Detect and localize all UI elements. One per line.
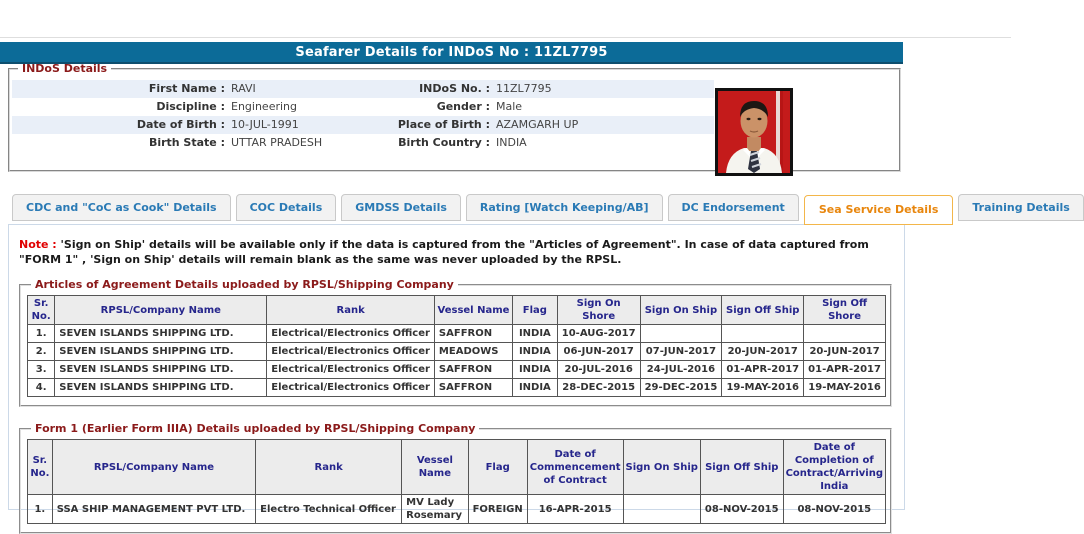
column-header: Flag: [468, 440, 527, 495]
page-title: Seafarer Details for INDoS No : 11ZL7795: [0, 42, 903, 64]
table-cell: 06-JUN-2017: [557, 343, 640, 361]
tab-gmdss-details[interactable]: GMDSS Details: [341, 194, 461, 221]
table-cell: INDIA: [513, 361, 558, 379]
table-cell: SAFFRON: [434, 325, 512, 343]
table-cell: 08-NOV-2015: [700, 495, 783, 524]
table-cell: SAFFRON: [434, 379, 512, 397]
table-cell: SEVEN ISLANDS SHIPPING LTD.: [55, 343, 267, 361]
column-header: Date of Completion of Contract/Arriving India: [783, 440, 885, 495]
table-cell: 20-JUL-2016: [557, 361, 640, 379]
column-header: Sign Off Ship: [700, 440, 783, 495]
table-row: [28, 343, 886, 361]
birth-country-value: INDIA: [496, 136, 527, 149]
table-cell: SAFFRON: [434, 361, 512, 379]
table-cell: 24-JUL-2016: [640, 361, 722, 379]
detail-row: [12, 134, 714, 152]
table-cell: FOREIGN: [468, 495, 527, 524]
table-cell: 08-NOV-2015: [783, 495, 885, 524]
articles-of-agreement-table: [27, 295, 886, 397]
column-header: Sr. No.: [28, 440, 53, 495]
column-header: Sign On Ship: [640, 296, 722, 325]
table-cell: 01-APR-2017: [804, 361, 886, 379]
portrait-image: [718, 91, 790, 173]
table-cell: SEVEN ISLANDS SHIPPING LTD.: [55, 325, 267, 343]
table-cell: 4.: [28, 379, 55, 397]
sea-service-tab-panel: [8, 224, 905, 522]
column-header: Vessel Name: [402, 440, 468, 495]
table-cell: 20-JUN-2017: [804, 343, 886, 361]
tab-coc-details[interactable]: COC Details: [236, 194, 337, 221]
header-row: [28, 296, 886, 325]
tab-cdc-coc-as-cook[interactable]: CDC and "CoC as Cook" Details: [12, 194, 231, 221]
header-row: [28, 440, 886, 495]
tab-sea-service-details[interactable]: Sea Service Details: [804, 195, 954, 225]
table-cell: MV Lady Rosemary: [402, 495, 468, 524]
column-header: Vessel Name: [434, 296, 512, 325]
table-cell: 1.: [28, 495, 53, 524]
gender-label: Gender :: [436, 100, 490, 113]
table-cell: SSA SHIP MANAGEMENT PVT LTD.: [52, 495, 255, 524]
table-cell: Electro Technical Officer: [256, 495, 402, 524]
table-cell: 28-DEC-2015: [557, 379, 640, 397]
table-cell: Electrical/Electronics Officer: [267, 379, 435, 397]
table-row: [28, 495, 886, 524]
column-header: Rank: [267, 296, 435, 325]
form1-section: [19, 422, 892, 534]
column-header: Date of Commencement of Contract: [527, 440, 623, 495]
table-row: [28, 325, 886, 343]
form1-table: [27, 439, 886, 524]
birth-country-label: Birth Country :: [398, 136, 490, 149]
column-header: Sign On Ship: [623, 440, 700, 495]
first-name-value: RAVI: [231, 82, 256, 95]
place-of-birth-value: AZAMGARH UP: [496, 118, 579, 131]
tab-bar: [12, 190, 1084, 224]
table-cell: 01-APR-2017: [722, 361, 804, 379]
table-cell: 19-MAY-2016: [804, 379, 886, 397]
tab-training-details[interactable]: Training Details: [958, 194, 1083, 221]
table-row: [28, 361, 886, 379]
note-text: [19, 238, 892, 267]
table-cell: 3.: [28, 361, 55, 379]
table-cell: 07-JUN-2017: [640, 343, 722, 361]
note-body: 'Sign on Ship' details will be available only if the data is captured from the "Articles of Agreement". In case of data captured from "FORM 1" , 'Sign on Ship' details will remain blank as the same was never uploaded by the RPSL.: [19, 238, 869, 266]
column-header: RPSL/Company Name: [55, 296, 267, 325]
table-cell: Electrical/Electronics Officer: [267, 343, 435, 361]
table-cell: 20-JUN-2017: [722, 343, 804, 361]
indos-details-legend: INDoS Details: [22, 62, 108, 75]
indos-no-label: INDoS No. :: [419, 82, 490, 95]
gender-value: Male: [496, 100, 523, 113]
column-header: Flag: [513, 296, 558, 325]
date-of-birth-label: Date of Birth :: [136, 118, 225, 131]
articles-of-agreement-section: [19, 278, 892, 407]
table-row: [28, 379, 886, 397]
table-cell: INDIA: [513, 343, 558, 361]
detail-row: [12, 80, 714, 98]
place-of-birth-label: Place of Birth :: [397, 118, 490, 131]
table-cell: [640, 325, 722, 343]
table-cell: [722, 325, 804, 343]
tab-dc-endorsement[interactable]: DC Endorsement: [668, 194, 799, 221]
table-cell: Electrical/Electronics Officer: [267, 325, 435, 343]
tab-rating-watch-keeping[interactable]: Rating [Watch Keeping/AB]: [466, 194, 663, 221]
date-of-birth-value: 10-JUL-1991: [231, 118, 299, 131]
articles-legend: Articles of Agreement Details uploaded by RPSL/Shipping Company: [35, 278, 454, 292]
table-cell: SEVEN ISLANDS SHIPPING LTD.: [55, 361, 267, 379]
discipline-label: Discipline :: [156, 100, 225, 113]
column-header: RPSL/Company Name: [52, 440, 255, 495]
table-cell: SEVEN ISLANDS SHIPPING LTD.: [55, 379, 267, 397]
column-header: Sign Off Ship: [722, 296, 804, 325]
table-cell: MEADOWS: [434, 343, 512, 361]
column-header: Rank: [256, 440, 402, 495]
table-cell: [623, 495, 700, 524]
note-prefix: Note :: [19, 238, 57, 251]
indos-details-section: [8, 62, 901, 172]
page-top-divider: [0, 37, 1011, 38]
table-cell: 2.: [28, 343, 55, 361]
detail-row: [12, 98, 714, 116]
form1-legend: Form 1 (Earlier Form IIIA) Details uploaded by RPSL/Shipping Company: [35, 422, 476, 436]
column-header: Sign Off Shore: [804, 296, 886, 325]
column-header: Sign On Shore: [557, 296, 640, 325]
birth-state-value: UTTAR PRADESH: [231, 136, 323, 149]
table-cell: 10-AUG-2017: [557, 325, 640, 343]
table-cell: 29-DEC-2015: [640, 379, 722, 397]
table-cell: 16-APR-2015: [527, 495, 623, 524]
seafarer-photo: [715, 88, 793, 176]
detail-row: [12, 116, 714, 134]
indos-no-value: 11ZL7795: [496, 82, 552, 95]
column-header: Sr. No.: [28, 296, 55, 325]
table-cell: 19-MAY-2016: [722, 379, 804, 397]
birth-state-label: Birth State :: [148, 136, 225, 149]
table-cell: [804, 325, 886, 343]
table-cell: Electrical/Electronics Officer: [267, 361, 435, 379]
first-name-label: First Name :: [148, 82, 225, 95]
table-cell: 1.: [28, 325, 55, 343]
table-cell: INDIA: [513, 325, 558, 343]
discipline-value: Engineering: [231, 100, 297, 113]
table-cell: INDIA: [513, 379, 558, 397]
